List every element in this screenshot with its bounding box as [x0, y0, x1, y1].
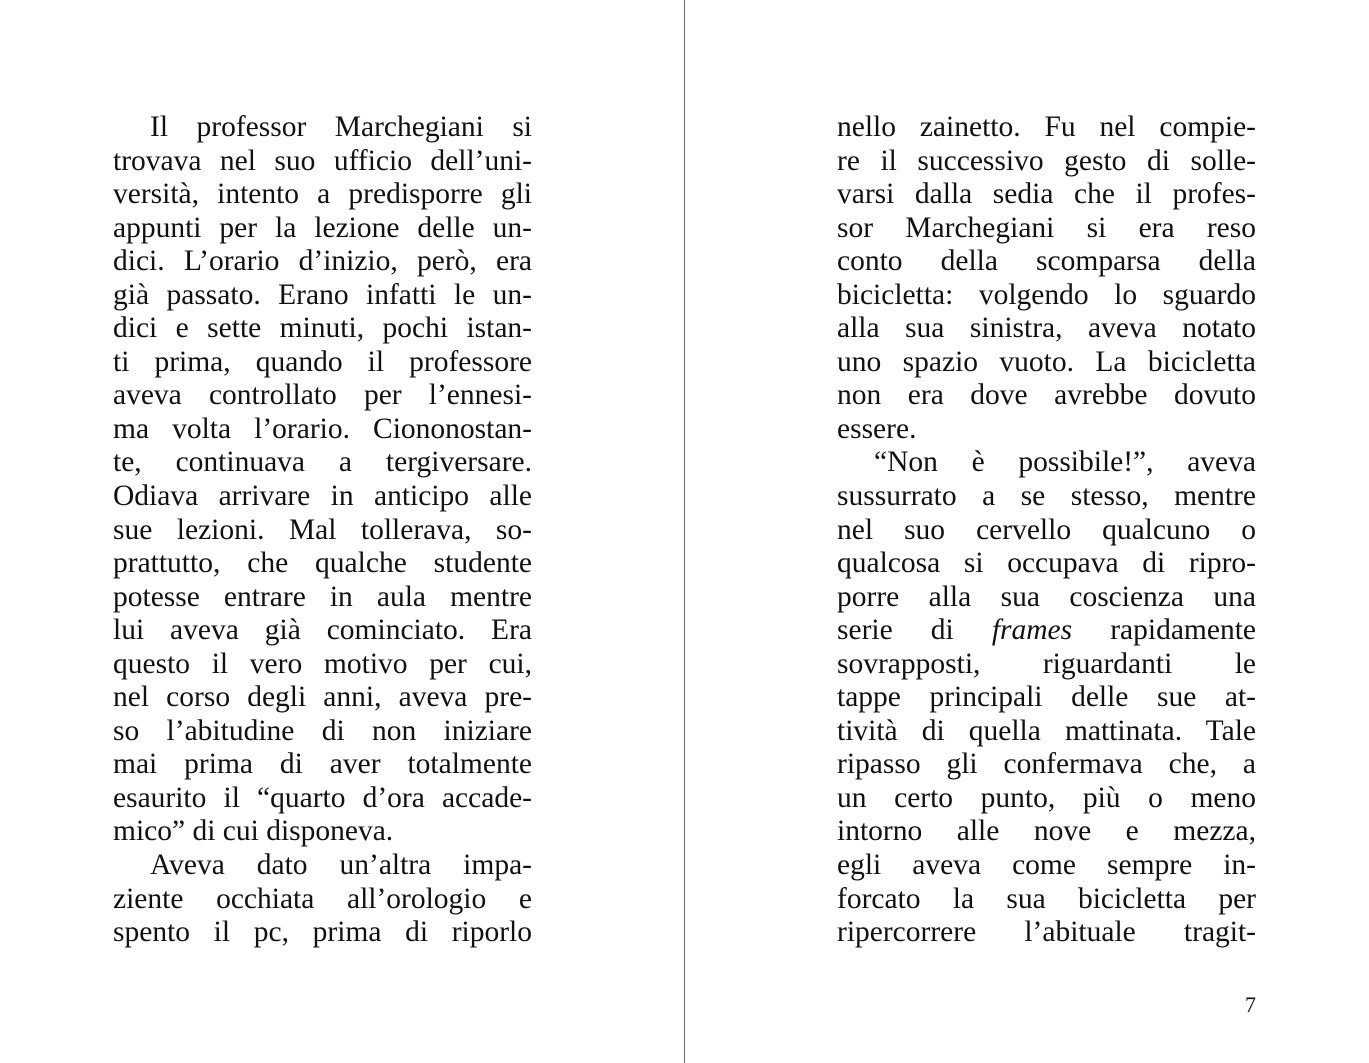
text-line: lui aveva già cominciato. Era	[113, 614, 532, 647]
right-page-text	[837, 111, 1256, 950]
text-line: essere.	[837, 412, 917, 445]
text-line: potesse entrare in aula mentre	[113, 580, 532, 613]
text-line: intorno alle nove e mezza,	[837, 815, 1256, 848]
text-line: qualcosa si occupava di ripro-	[837, 547, 1256, 580]
text-line: già passato. Erano infatti le un-	[113, 278, 532, 311]
text-line: uno spazio vuoto. La bicicletta	[837, 345, 1256, 378]
text-line: dici. L’orario d’inizio, però, era	[113, 245, 532, 278]
text-line: sor Marchegiani si era reso	[837, 211, 1256, 244]
page-number: 7	[1245, 992, 1256, 1017]
text-line: spento il pc, prima di riporlo	[113, 916, 532, 949]
text-line: nel corso degli anni, aveva pre-	[113, 681, 532, 714]
text-line: questo il vero motivo per cui,	[113, 647, 532, 680]
text-line: re il successivo gesto di solle-	[837, 144, 1256, 177]
text-line: sue lezioni. Mal tollerava, so-	[113, 513, 532, 546]
text-line: porre alla sua coscienza una	[837, 580, 1256, 613]
text-line: Il professor Marchegiani si	[150, 111, 532, 143]
text-line: bicicletta: volgendo lo sguardo	[837, 278, 1256, 311]
text-line: sussurrato a se stesso, mentre	[837, 480, 1256, 513]
text-line: nel suo cervello qualcuno o	[837, 513, 1256, 546]
text-run: rapidamente	[1072, 614, 1256, 647]
text-line: non era dove avrebbe dovuto	[837, 379, 1256, 412]
text-line: ziente occhiata all’orologio e	[113, 882, 532, 915]
text-line: Odiava arrivare in anticipo alle	[113, 480, 532, 513]
text-line: prattutto, che qualche studente	[113, 547, 532, 580]
left-page-text	[113, 111, 532, 950]
text-line: so l’abitudine di non iniziare	[113, 714, 532, 747]
text-line: tività di quella mattinata. Tale	[837, 714, 1256, 747]
page-gutter-divider	[684, 0, 685, 1063]
text-line: “Non è possibile!”, aveva	[874, 446, 1256, 479]
text-line: appunti per la lezione delle un-	[113, 211, 532, 244]
text-line: trovava nel suo ufficio dell’uni-	[113, 144, 532, 177]
text-line: un certo punto, più o meno	[837, 781, 1256, 814]
text-line: ma volta l’orario. Ciononostan-	[113, 412, 532, 445]
text-line: ti prima, quando il professore	[113, 345, 532, 378]
text-line: mico” di cui disponeva.	[113, 815, 394, 848]
text-line: aveva controllato per l’ennesi-	[113, 379, 532, 412]
text-line: ripercorrere l’abituale tragit-	[837, 916, 1256, 949]
text-line: dici e sette minuti, pochi istan-	[113, 312, 532, 345]
text-line: alla sua sinistra, aveva notato	[837, 312, 1256, 345]
text-line: versità, intento a predisporre gli	[113, 178, 532, 211]
text-line: varsi dalla sedia che il profes-	[837, 178, 1256, 211]
text-line: nello zainetto. Fu nel compie-	[837, 111, 1256, 143]
text-line: Aveva dato un’altra impa-	[150, 849, 532, 882]
text-line: egli aveva come sempre in-	[837, 849, 1256, 882]
text-line: conto della scomparsa della	[837, 245, 1256, 278]
text-line: tappe principali delle sue at-	[837, 681, 1256, 714]
text-line: ripasso gli confermava che, a	[837, 748, 1256, 781]
text-line: esaurito il “quarto d’ora accade-	[113, 781, 532, 814]
text-line: mai prima di aver totalmente	[113, 748, 532, 781]
text-line: te, continuava a tergiversare.	[113, 446, 532, 479]
text-line: sovrapposti, riguardanti le	[837, 647, 1256, 680]
text-run: serie di	[837, 614, 992, 647]
text-line: forcato la sua bicicletta per	[837, 882, 1256, 915]
text-line	[837, 614, 1256, 648]
italic-term: frames	[991, 614, 1073, 647]
